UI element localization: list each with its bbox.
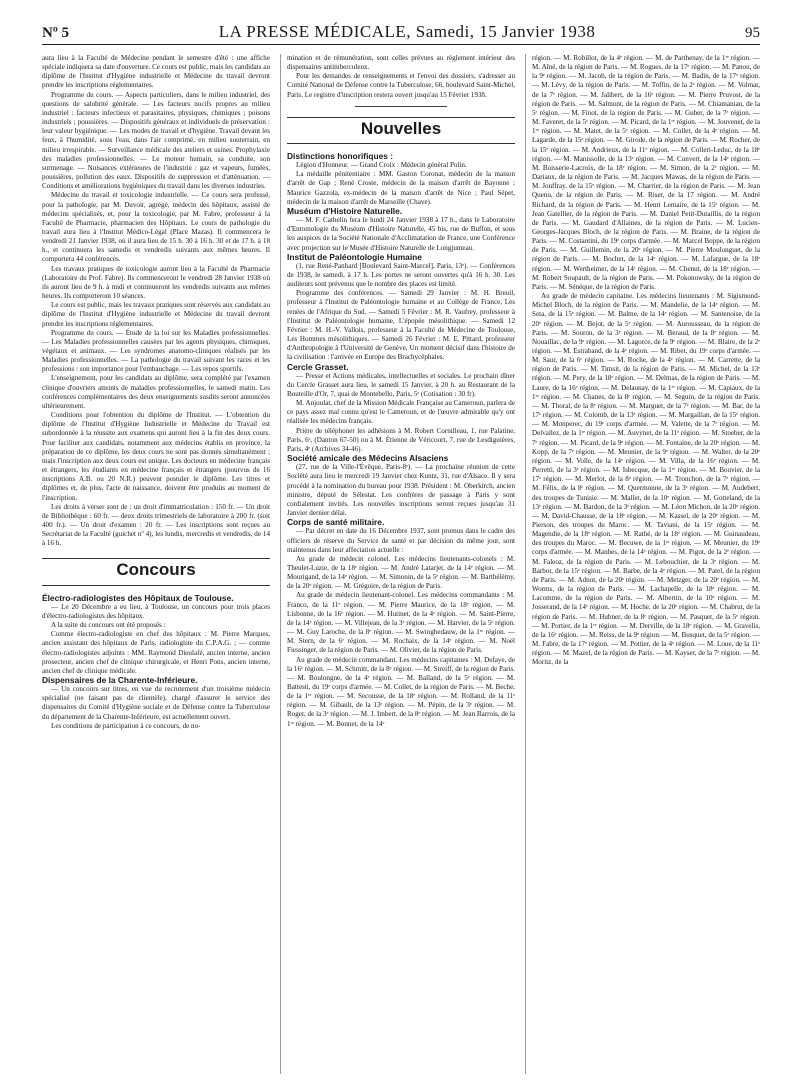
col2-sub4-para-0: — Presse et Actions médicales, intellectuelles et sociales. Le prochain dîner du Cercle Grasset aura lieu, le samedi 15 Janvier, à 20 h. au Restaurant de la Bouteille d'Or, 7, quai de Montebello, Paris, 5ᵉ (Cotisation : 30 fr). [287, 371, 515, 398]
col2-sub6-para-2: Au grade de médecin lieutenant-colonel. Les médecins commandants : M. Franco, de la 11ᵉ région. — M. Pierre Maurice, de la 18ᵉ région. — M. Lisbonne, de la 16ᵉ région. — M. Hutinet, de la 4ᵉ région. — M. Saint-Pierre, de la 14ᵉ région. — M. Villejean, de la 3ᵉ région. — M. Harvier, de la 5ᵉ région. — M. Guy Laroche, de la 8ᵉ région. — M. Swinghedauw, de la 1ʳᵉ région. — M. Stern, de la 6ᵉ région. — M. Rochaix, de la 14ᵉ région. — M. Noël Fiessinger, de la région de Paris. — M. Olivier, de la région de Paris. [287, 591, 515, 655]
col3-para-1: Au grade de médecin capitaine. Les médecins lieutenants : M. Sigismond-Michel Bloch, de la région de Paris. — M. Mandelie, de la 14ᵉ région. — M. Seta, de la 15ᵉ région. — M. Balme, de la 14ᵉ région. — M. Santenoise, de la 20ᵉ région. — M. Bejot, de la 5ᵉ région. — M. Aurousseau, de la région de Paris. — M. Souron, de la 3ᵉ région. — M. Beraud, de la 8ᵉ région. — M. Nouaillac, de la 9ᵉ région. — M. Lagorce, de la 9ᵉ région. — M. Blaire, de la 2ᵉ région. — M. Estraband, de la 4ᵉ région. — M. Ribet, du 19ᵉ corps d'armée. — M. Saur, de la 6ᵉ région. — M. Roche, de la 4ᵉ région. — M. Carrette, de la région de Paris. — M. Timsit, de la région de Paris. — M. Michel, de la 13ᵉ région. — M. Pery, de la 18ᵉ région. — M. Delmas, de la région de Paris. — M. Laure, de la 16ᵉ région. — M. Delaunay, de la 1ʳᵉ région. — M. Capiaux, de la 1ʳᵉ région. — M. Chanes, de la 8ᵉ région. — M. Seguin, de la région de Paris. — M. Thoral, de la 8ᵉ région. — M. Marguet, de la 7ᵉ région. — M. Bar, de la 17ᵉ région. — M. Colomb, de la 13ᵉ région. — M. Margailian, de la 15ᵉ région. — M. Monperec, du 19ᵉ corps d'armée. — M. Valette, de la 7ᵉ région. — M. Delvallez, de la 1ʳᵉ région. — M. Auvynet, de la 11ᵉ région. — M. Stoeber, de la 7ᵉ région. — M. Picard, de la 9ᵉ région. — M. Fontaine, de la 20ᵉ région. — M. Kopp, de la 7ᵉ région. — M. Meunier, de la 9ᵉ région. — M. Walter, de la 20ᵉ région. — M. Volle, de la 14ᵉ région. — M. Villa, de la 16ᵉ région. — M. Perretti, de la 3ᵉ région. — M. Isbecque, de la 1ʳᵉ région. — M. Bouvier, de la 17ᵉ région. — M. Merlot, de la 8ᵉ région. — M. Tronchon, de la 7ᵉ région. — M. Félix, de la 8ᵉ région. — M. Quermonne, de la 3ᵉ région. — M. Audebert, des troupes de Tunisie. — M. Mallet, de la 10ᵉ région. — M. Gotteland, de la 13ᵉ région. — M. Bardon, de la 3ᵉ région. — M. Léon Michon, de la 20ᵉ région. — M. David-Chausse, de la 18ᵉ région. — M. Kassel, de la 20ᵉ région. — M. Pierson, des troupes du Maroc. — M. Taviani, de la 15ᵉ région. — M. Magendie, de la 18ᵉ région. — M. Rathé, de la 18ᵉ région. — M. Guinaudeau, des troupes du Maroc. — M. Becuwe, de la 1ʳᵉ région. — M. Meunier, du 19ᵉ corps d'armée. — M. Manhes, de la 14ᵉ région. — M. Pigot, de la 2ᵉ région. — M. Faleoz, de la région de Paris. — M. Lebouchier, de la 3ᵉ région. — M. Barbot, de la 15ᵉ région. — M. Barbe, de la 4ᵉ région. — M. Patel, de la région de Paris. — M. Adnot, de la 20ᵉ région. — M. Metzger, de la 20ᵉ région. — M. Worms, de la région de Paris. — M. Lachapelle, de la 18ᵉ région. — M. Lacomme, de la région de Paris. — M. Albertin, de la 10ᵉ région. — M. Josserand, de la 14ᵉ région. — M. Hoche, de la 20ᵉ région. — M. Chabrut, de la région de Paris. — M. Hubner, de la 8ᵉ région. — M. Pasquet, de la 5ᵉ région. — M. Portier, de la 1ʳᵉ région. — M. Derville, de la 18ᵉ région. — M. Gravelis, de la 16ᵉ région. — M. Reiss, de la 9ᵉ région. — M. Busquet, de la 5ᵉ région. — M. Fabre, de la 17ᵉ région. — M. Pottier, de la 4ᵉ région. — M. Loue, de la 11ᵉ région. — M. Mazel, de la région de Paris. — M. Kayser, de la 7ᵉ région. — M. Moritz, de la [532, 292, 760, 667]
col2-sub4-para-1: M. Anjoulat, chef de la Mission Médicale Française au Cameroun, parlera de ce pays assez mal connu qu'est le Cameroun, et de l'œuvre admirable qu'y ont réalisée les médecins français. [287, 399, 515, 426]
article-columns [42, 54, 760, 1074]
col1-sub1-para-1: A la suite du concours ont été proposés : [51, 621, 166, 630]
col2-sub2-para-0: — M. F. Cathelin fera le lundi 24 Janvier 1938 à 17 h., dans le Laboratoire d'Entomologie du Muséum d'Histoire Naturelle, 45 bis, rue de Buffon, et sous les auspices de la Société Nationale d'Acclimatation de France, une Conférence avec projection sur le Musée d'Histoire Naturelle de Longjumeau. [287, 216, 515, 252]
col2-sub6-para-1: Au grade de médecin colonel. Les médecins lieutenants-colonels : M. Theulet-Luzie, de la 18ᵉ région. — M. André Latarjet, de la 14ᵉ région. — M. Mourigand, de la 14ᵉ région. — M. Simonin, de la 5ᵉ région. — M. Barthélémy, de la 20ᵉ région. — M. Grégoire, de la région de Paris. [287, 554, 515, 591]
col1-para-1: Programme du cours. — Aspects particuliers, dans le milieu industriel, des questions de salubrité générale. — Les facteurs nocifs propres au milieu industriel : facteurs infectieux et parasitaires, physiques, chimiques ; poisons industriels ; poussières. — Dispositifs généraux et individuels de préservation : leur valeur hygiénique. — Les modes de travail et d'hygiène. Travail devant les feux, à l'humidité, sous l'eau, dans l'air comprimé, en milieu souterrain, en milieu irrespirable. — Surveillance médicale des ateliers et usines. Prophylaxie des maladies professionnelles. — Le moteur humain, sa conduite, son surmenage. — Nuisances extérieures de l'industrie : gaz et vapeurs, fumées, poussières, pollution des eaux. Dispositifs de suppression et d'atténuation. — Conditions et améliorations hygiéniques du travail dans les diverses industries. [42, 90, 270, 191]
col2-top-para-1: Pour les demandes de renseignements et l'envoi des dossiers, s'adresser au Comité National de Défense contre la Tuberculose, 66, boulevard Saint-Michel, Paris. Le registre d'inscription restera ouvert jusqu'au 15 Février 1938. [287, 72, 515, 99]
subhead-museum: Muséum d'Histoire Naturelle. [287, 205, 403, 216]
column-3 [525, 54, 760, 1074]
subhead-distinctions: Distinctions honorifiques : [287, 150, 394, 161]
subhead-medecins-alsaciens: Société amicale des Médecins Alsaciens [287, 453, 449, 464]
journal-title: LA PRESSE MÉDICALE, Samedi, 15 Janvier 1938 [218, 22, 596, 41]
issue-number: Nº 5 [42, 25, 70, 41]
col1-sub1-para-0: — Le 20 Décembre a eu lieu, à Toulouse, un concours pour trois places d'électro-radiologistes des hôpitaux. [42, 602, 270, 620]
col2-sub6-para-0: — Par décret en date du 16 Décembre 1937, sont promus dans le cadre des officiers de réserve du Service de santé et par décision du même jour, sont maintenus dans leur affectation actuelle : [287, 527, 515, 554]
col1-sub2-para-1: Les conditions de participation à ce concours, de no- [51, 721, 201, 730]
col1-para-6: L'enseignement, pour les candidats au diplôme, sera complété par l'examen clinique d'ouvriers atteints de maladies professionnelles, le samedi matin. Les conférences complémentaires des deux enseignements susdits seront annoncées ultérieurement. [42, 374, 270, 410]
section-banner-concours [42, 558, 270, 585]
col2-sub3-para-1: Programme des conférences. — Samedi 29 Janvier : M. H. Breuil, professeur à l'Institut de Paléontologie humaine et au Collège de France, Les renées de l'Afrique du Sud. — Samedi 5 Février : M. R. Vaufrey, professeur à l'Institut de Paléontologie humaine, L'épopée mésolithique. — Samedi 12 Février : M. H.-V. Vallois, professeur à la Faculté de Médecine de Toulouse, Les Hommes mésolithiques. — Samedi 26 Février : M. E. Pittard, professeur d'Anthropologie à l'Université de Genève, Un moment décisif dans l'histoire de la civilisation : l'arrivée en Europe des Brachycéphales. [287, 289, 515, 362]
col2-top-para-0: mination et de rémunération, sont celles prévues au règlement intérieur des dispensaires antituberculeux. [287, 54, 515, 72]
col1-para-0: aura lieu à la Faculté de Médecine pendant le semestre d'été : une affiche spéciale indiquera sa date d'ouverture. Ce cours est public, mais les candidats au diplôme de l'Institut d'Hygiène industrielle et Médecine du travail devront prendre les inscriptions réglementaires. [42, 54, 270, 90]
col3-para-0: région. — M. Robillot, de la 4ᵉ région. — M. de Parthenay, de la 1ʳᵉ région. — M. Aîné, de la région de Paris. — M. Rogues, de la 17ᵉ région. — M. Panou, de la 9ᵉ région. — M. Jacob, de la région de Paris. — M. Badin, de la 17ᵉ région. — M. Lévy, de la région de Paris. — M. Toffin, de la 2ᵉ région. — M. Volmat, de la 7ᵉ région. — M. Jalibert, de la 16ᵉ région. — M. Pierre Pruvost, de la région de Paris. — M. Salmont, de la région de Paris. — M. Chiamanian, de la 5ᵉ région. — M. Finot, de la région de Paris. — M. Guber, de la 7ᵉ région. — M. Faveret, de la 5ᵉ région. — M. Picard, de la 1ʳᵉ région. — M. Jouvenet, de la 1ʳᵉ région. — M. Matet, de la 5ᵉ région. — M. Collet, de la 4ᵉ région. — M. Lagarde, de la 15ᵉ région. — M. Girode, de la région de Paris. — M. Rocher, de la 15ᵉ région. — M. Andrieux, de la 11ᵉ région. — M. Colleri-Leduc, de la 18ᵉ région. — M. Manissolle, de la 13ᵉ région. — M. Convert, de la 14ᵉ région. — M. Boisserie-Lacroix, de la 18ᵉ région. — M. Simon, de la 2ᵉ région. — M. Dariaux, de la région de Paris. — M. Jacques Mawas, de la région de Paris. — M. Jouffray, de la 15ᵉ région. — M. Charrier, de la région de Paris. — M. Jean Quenu, de la région de Paris. — M. Riser, de la 17 région. — M. André Richard, de la région de Paris. — M. Henri Lemaire, de la 15ᵉ région. — M. Jean Gatellier, de la région de Paris. — M. Daniel Petit-Dutaillis, de la région de Paris. — M. Gaudard d'Allaines, de la région de Paris. — M. Lucien-Georges-Jacques Bloch, de la région de Paris. — M. Braine, de la région de Paris. — M. Costantini, du 19ᵉ corps d'armée. — M. Marcel Boppe, de la région de Paris. — M. Guillemin, de la 20ᵉ région. — M. Pierre Moulonguet, de la région de Paris. — M. Bochet, de la 14ᵉ région. — M. Lafargue, de la 18ᵉ région. — M. Wertheimer, de la 14ᵉ région. — M. Chenut, de la 18ᵉ région. — M. Robert Soupault, de la région de Paris. — M. Pokonowsky, de la région de Paris. — M. Sénèque, de la région de Paris. [532, 54, 760, 291]
subhead-electro-radiologistes: Électro-radiologistes des Hôpitaux de Toulouse. [42, 592, 234, 603]
page-number: 95 [745, 25, 760, 41]
subhead-dispensaires: Dispensaires de la Charente-Inférieure. [42, 675, 198, 685]
column-1 [42, 54, 270, 1074]
column-2 [280, 54, 515, 1074]
section-title-concours: Concours [116, 560, 196, 580]
col1-para-4: Le cours est public, mais les travaux pratiques sont réservés aux candidats au diplôme de l'Institut d'Hygiène industrielle et Médecine du travail devront prendre les inscriptions réglementaires. [42, 301, 270, 328]
col1-para-8: Les droits à verser sont de : un droit d'immatriculation : 150 fr. — Un droit de Bibliothèque : 60 fr. — deux droits trimestriels de laboratoire à 200 fr. (soit 400 fr.). — Un droit d'examen : 20 fr. — Les inscriptions sont reçues au Secrétariat de la Faculté (guichet nº 4), les lundis, mercredis et vendredis, de 14 à 16 h. [42, 502, 270, 548]
col1-sub2-para-0: — Un concours sur titres, en vue du recrutement d'un troisième médecin spécialisé (ne faisant pas de clientèle), chargé d'assurer le service des dispensaires du Comité d'Hygiène sociale et de Défense contre la Tuberculose du département de la Charente-Inférieure, est actuellement ouvert. [42, 685, 270, 721]
col1-para-7: Conditions pour l'obtention du diplôme de l'Institut. — L'obtention du diplôme de l'Institut d'Hygiène Industrielle et Médecine du Travail est subordonnée à la réussite aux examens qui auront lieu à la fin des deux cours. Pour faciliter aux candidats, notamment aux médecins établis en province, la préparation de ce diplôme, les deux cours ne sont pas donnés simultanément ; mais l'inscription aux deux cours est unique. Les docteurs en médecine français et étrangers, les étudiants en médecine français et étrangers (pourvus de 16 inscriptions A.B. ou 20 N.R.) peuvent postuler le diplôme. Les titres et diplômes et, de plus, l'acte de naissance, doivent être produits au moment de l'inscription. [42, 411, 270, 502]
col1-para-3: Les travaux pratiques de toxicologie auront lieu à la Faculté de Pharmacie (Laboratoire du Prof. Fabre). Ils commenceront le vendredi 28 Janvier 1938 où ils auront lieu de 9 h. à midi et continueront les vendredis suivants aux mêmes heures. Ils comporteront 10 séances. [42, 264, 270, 301]
subhead-paleontologie: Institut de Paléontologie Humaine [287, 251, 422, 262]
col2-sub5-para-0: (27, rue de la Ville-l'Évêque, Paris-8ᵉ). — La prochaine réunion de cette Société aura lieu le mercredi 19 Janvier chez Kuntz, 31, rue d'Alsace. Il y sera procédé à la nomination du bureau pour 1938. Président : M. Oberkirch, ancien ministre, député de Sélestat. Les confrères de passage à Paris y sont cordialement invités. Les nouvelles inscriptions seront reçues jusqu'au 31 Janvier dernier délai. [287, 463, 515, 518]
col1-sub1-para-2: Comme électro-radiologiste en chef des hôpitaux : M. Pierre Marques, ancien assistant des hôpitaux de Paris, radiologiste du C.P.A.G. ; — comme électro-radiologistes adjoints : MM. Raymond Dieulafé, ancien interne, ancien prosecteur, ancien chef de clinique chirurgicale, et Henri Pons, ancien interne, ancien chef de clinique médicale. [42, 630, 270, 675]
subhead-cercle-grasset: Cercle Grasset. [287, 361, 349, 372]
col2-sub1-para-0: Légion d'Honneur. — Grand Croix : Médecin général Polin. [296, 161, 467, 170]
page-header [42, 22, 760, 45]
col2-sub4-para-2: Prière de téléphoner les adhésions à M. Robert Cornilleau, 1, rue Palatine, Paris, 6ᵉ, (Danton 67-50) ou à M. Étienne de Véricourt, 7, rue de Lesdiguières, Paris, 4ᵉ (Archives 34-46). [287, 426, 515, 453]
section-title-nouvelles: Nouvelles [360, 118, 442, 138]
col2-sub1-para-1: La médaille pénitentiaire : MM. Gaston Coronat, médecin de la maison d'arrêt de Gap ; René Croste, médecin de la maison d'arrêt de Bayonne ; Maurice Gazzola, ex-médecin de la maison d'arrêt de Nice ; Paul Sépet, médecin de la maison d'arrêt de Marseille (Chave). [287, 170, 515, 206]
divider [355, 106, 446, 107]
col1-para-5: Programme du cours. — Étude de la loi sur les Maladies professionnelles. — Les Maladies professionnelles causées par les agents physiques, chimiques, végétaux et animaux. — Les syndromes anatomo-cliniques réalisés par les Maladies professionnelles. — La pathologie du travail suivant les races et les professions : son importance pour l'embauchage. — Les repos sportifs. [42, 328, 270, 374]
col2-sub6-para-3: Au grade de médecin commandant. Les médecins capitaines : M. Defaye, de la 16ᵉ région. — M. Schmitt, de la 8ᵉ région. — M. Streiff, de la région de Paris. — M. Boulongne, de la 4ᵉ région. — M. Balland, de la 5ᵉ région. — M. Battesti, du 19ᵉ corps d'armée. — M. Collet, de la région de Paris. — M. Beche, de la 1ʳᵉ région. — M. Secousse, de la 18ᵉ région. — M. Rolland, de la 11ᵉ région. — M. Gibault, de la 13ᵉ région. — M. Pépin, de la 3ᵉ région. — M. Roger, de la 3ᵉ région. — M. J. Imbert, de la 8ᵉ région. — M. Jean Barrois, de la 1ʳᵉ région. — M. Bonnet, de la 14ᵉ [287, 655, 515, 728]
subhead-corps-sante: Corps de santé militaire. [287, 517, 385, 528]
col2-sub3-para-0: (1, rue René-Panhard [Boulevard Saint-Marcel], Paris, 13ᵉ). — Conférences de 1938, le samedi, à 17 h. Les portes ne seront ouvertes qu'à 16 h. 30. Les auditeurs sont prévenus que le nombre des places est limité. [287, 261, 515, 289]
section-banner-nouvelles [287, 117, 515, 144]
col1-para-2: Médecine du travail et toxicologie industrielle. — Ce cours sera professé, pour la pathologie, par M. Duvoir, agrégé, médecin des hôpitaux, assisté de médecins spécialisés, et, pour la toxicologie, par M. Fabre, professeur à la Faculté de Pharmacie, pharmacien des Hôpitaux. Le cours de pathologie du travail aura lieu à l'Institut Médico-Légal (Place Mazas). Il commencera le vendredi 21 Janvier 1938, où il aura lieu de 15 h. 30 à 16 h. 30 et de 17 h. à 18 h., et continuera les samedis et vendredis suivants aux mêmes heures. Il comportera 44 conférences. [42, 191, 270, 264]
